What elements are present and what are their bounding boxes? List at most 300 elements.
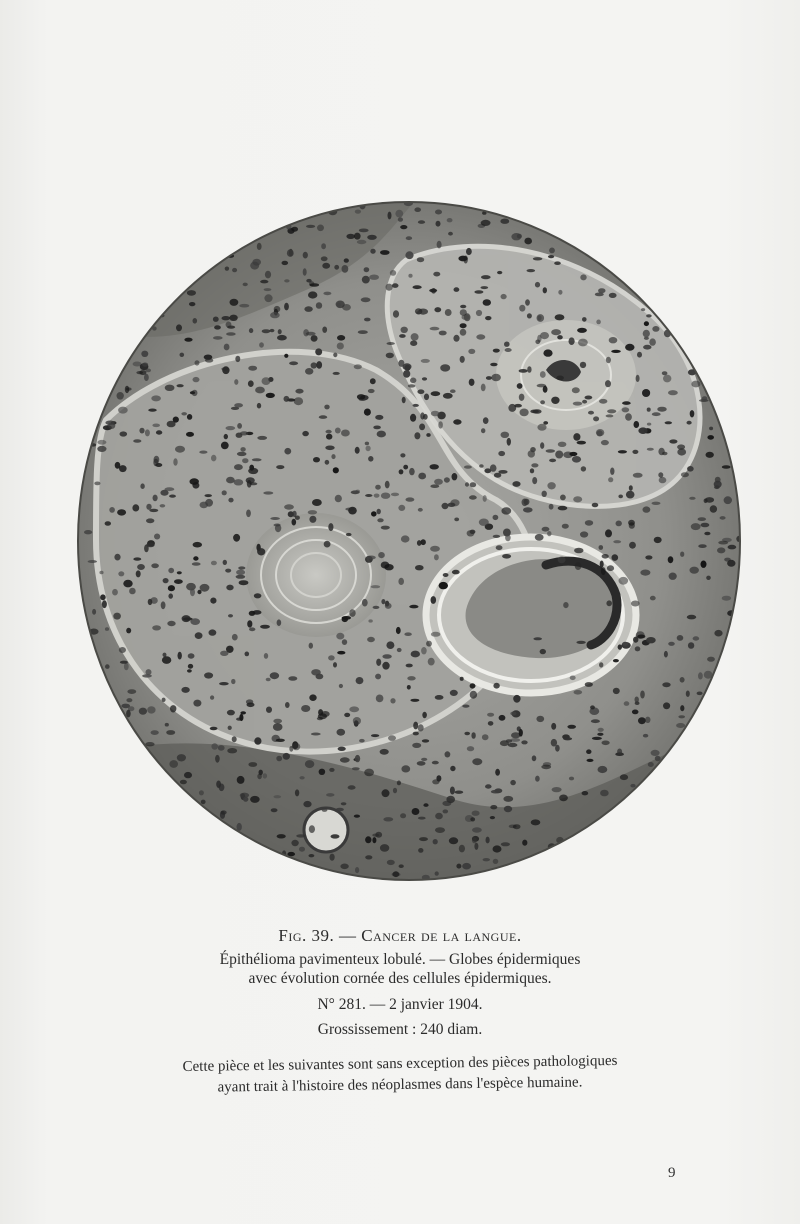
cell-nucleus	[578, 339, 588, 347]
cell-nucleus	[511, 233, 521, 240]
cell-nucleus	[210, 598, 216, 604]
cell-nucleus	[411, 651, 420, 658]
cell-nucleus	[377, 431, 386, 438]
cell-nucleus	[452, 570, 460, 575]
cell-nucleus	[436, 775, 441, 781]
cell-nucleus	[100, 594, 106, 600]
cell-nucleus	[693, 636, 700, 640]
cell-nucleus	[658, 448, 664, 456]
cell-nucleus	[535, 534, 544, 541]
cell-nucleus	[688, 642, 694, 649]
cell-nucleus	[601, 567, 606, 575]
cell-nucleus	[316, 302, 322, 309]
cell-nucleus	[638, 427, 647, 434]
note-line1: Cette pièce et les suivantes sont sans exception des pièces pathologiques	[182, 1052, 618, 1076]
cell-nucleus	[390, 270, 396, 276]
cell-nucleus	[237, 423, 242, 429]
cell-nucleus	[598, 728, 604, 732]
cell-nucleus	[504, 342, 510, 347]
cell-nucleus	[295, 516, 300, 520]
cell-nucleus	[490, 363, 497, 366]
cell-nucleus	[690, 410, 695, 417]
cell-nucleus	[563, 602, 568, 608]
cell-nucleus	[211, 743, 218, 749]
cell-nucleus	[317, 717, 323, 720]
cell-nucleus	[714, 481, 722, 488]
cell-nucleus	[573, 433, 580, 441]
cell-nucleus	[605, 529, 612, 537]
cell-nucleus	[637, 352, 642, 358]
cell-nucleus	[398, 505, 405, 511]
cell-nucleus	[562, 524, 569, 529]
cell-nucleus	[426, 641, 432, 647]
cell-nucleus	[322, 327, 327, 333]
cell-nucleus	[139, 708, 147, 715]
cell-nucleus	[354, 364, 362, 369]
cell-nucleus	[204, 355, 213, 360]
cell-nucleus	[190, 391, 195, 394]
cell-nucleus	[698, 672, 703, 679]
cell-nucleus	[291, 840, 298, 846]
cell-nucleus	[132, 504, 139, 511]
cell-nucleus	[430, 484, 439, 488]
cell-nucleus	[622, 642, 628, 646]
cell-nucleus	[359, 229, 369, 233]
cell-nucleus	[302, 431, 309, 436]
cell-nucleus	[285, 702, 290, 708]
globe-right	[426, 537, 636, 693]
cell-nucleus	[342, 639, 347, 645]
cell-nucleus	[569, 452, 577, 456]
cell-nucleus	[226, 426, 236, 430]
cell-nucleus	[182, 615, 191, 622]
cell-nucleus	[365, 855, 372, 859]
cell-nucleus	[240, 711, 246, 714]
cell-nucleus	[344, 713, 350, 717]
cell-nucleus	[190, 588, 195, 596]
cell-nucleus	[645, 555, 652, 559]
cell-nucleus	[311, 362, 317, 368]
cell-nucleus	[337, 651, 345, 655]
cell-nucleus	[706, 452, 714, 458]
cell-nucleus	[380, 250, 390, 255]
cell-nucleus	[552, 787, 562, 792]
cell-nucleus	[237, 776, 245, 784]
cell-nucleus	[543, 349, 552, 356]
cell-nucleus	[533, 409, 542, 414]
cell-nucleus	[115, 462, 121, 469]
cell-nucleus	[433, 272, 440, 277]
cell-nucleus	[222, 316, 231, 320]
cell-nucleus	[412, 808, 420, 815]
cell-nucleus	[658, 472, 663, 477]
cell-nucleus	[601, 440, 609, 445]
cell-nucleus	[605, 380, 611, 387]
cell-nucleus	[381, 493, 390, 499]
cell-nucleus	[413, 722, 418, 730]
cell-nucleus	[560, 495, 566, 501]
cell-nucleus	[558, 442, 567, 447]
cell-nucleus	[501, 842, 510, 846]
cell-nucleus	[609, 293, 617, 298]
cell-nucleus	[358, 330, 368, 334]
cell-nucleus	[549, 459, 556, 463]
cell-nucleus	[454, 518, 459, 522]
cell-nucleus	[385, 603, 392, 609]
cell-nucleus	[133, 439, 141, 443]
cell-nucleus	[525, 299, 530, 305]
cell-nucleus	[211, 455, 216, 462]
cell-nucleus	[170, 705, 176, 712]
cell-nucleus	[485, 784, 492, 788]
cell-nucleus	[118, 571, 124, 576]
cell-nucleus	[493, 845, 502, 852]
cell-nucleus	[156, 430, 162, 434]
cell-nucleus	[364, 318, 371, 322]
cell-nucleus	[602, 554, 609, 559]
cell-nucleus	[273, 723, 283, 731]
cell-nucleus	[391, 493, 399, 497]
cell-nucleus	[284, 396, 290, 402]
cell-nucleus	[193, 377, 200, 382]
cell-nucleus	[632, 710, 639, 715]
cell-nucleus	[493, 535, 500, 538]
cell-nucleus	[598, 766, 608, 773]
cell-nucleus	[248, 366, 257, 371]
cell-nucleus	[576, 641, 585, 644]
cell-nucleus	[654, 537, 662, 543]
cell-nucleus	[289, 249, 293, 257]
cell-nucleus	[411, 333, 419, 341]
cell-nucleus	[434, 554, 439, 560]
cell-nucleus	[195, 360, 200, 365]
cell-nucleus	[99, 571, 103, 575]
cell-nucleus	[199, 451, 207, 454]
cell-nucleus	[470, 817, 475, 821]
cell-nucleus	[296, 834, 305, 837]
cell-nucleus	[150, 597, 157, 604]
cell-nucleus	[633, 473, 643, 478]
cell-nucleus	[597, 733, 603, 736]
cell-nucleus	[470, 691, 477, 699]
cell-nucleus	[356, 677, 364, 684]
cell-nucleus	[266, 678, 271, 681]
cell-nucleus	[599, 545, 604, 550]
cell-nucleus	[356, 490, 360, 493]
cell-nucleus	[469, 495, 477, 499]
cell-nucleus	[142, 363, 148, 367]
cell-nucleus	[522, 499, 528, 507]
cell-nucleus	[490, 805, 497, 809]
cell-nucleus	[105, 664, 110, 669]
cell-nucleus	[454, 287, 460, 292]
cell-nucleus	[495, 788, 503, 793]
cell-nucleus	[224, 344, 230, 351]
cell-nucleus	[596, 320, 601, 325]
cell-nucleus	[458, 256, 467, 262]
cell-nucleus	[277, 335, 287, 341]
cell-nucleus	[611, 350, 621, 353]
cell-nucleus	[635, 701, 640, 705]
cell-nucleus	[139, 428, 144, 434]
cell-nucleus	[440, 364, 450, 371]
cell-nucleus	[618, 644, 622, 649]
cell-nucleus	[514, 404, 522, 408]
cell-nucleus	[402, 397, 406, 403]
cell-nucleus	[613, 659, 619, 662]
cell-nucleus	[669, 439, 677, 443]
cell-nucleus	[374, 494, 380, 498]
cell-nucleus	[531, 819, 541, 825]
cell-nucleus	[574, 548, 583, 554]
cell-nucleus	[169, 760, 178, 768]
cell-nucleus	[339, 684, 343, 688]
cell-nucleus	[567, 725, 576, 729]
cell-nucleus	[227, 748, 237, 753]
cell-nucleus	[371, 734, 379, 737]
cell-nucleus	[276, 756, 282, 762]
cell-nucleus	[493, 349, 500, 353]
cell-nucleus	[521, 740, 527, 744]
cell-nucleus	[303, 252, 308, 259]
cell-nucleus	[555, 314, 565, 320]
cell-nucleus	[498, 451, 505, 456]
cell-nucleus	[333, 372, 340, 375]
cell-nucleus	[234, 479, 244, 485]
cell-nucleus	[706, 576, 711, 580]
cell-nucleus	[125, 386, 129, 393]
cell-nucleus	[380, 749, 389, 755]
cell-nucleus	[409, 468, 415, 475]
cell-nucleus	[250, 796, 260, 803]
cell-nucleus	[177, 754, 186, 761]
cell-nucleus	[234, 403, 243, 407]
cell-nucleus	[541, 765, 551, 770]
cell-nucleus	[229, 315, 237, 321]
cell-nucleus	[556, 376, 564, 381]
cell-nucleus	[424, 394, 429, 401]
cell-nucleus	[284, 279, 289, 282]
cell-nucleus	[408, 274, 412, 278]
cell-nucleus	[573, 496, 582, 502]
cell-nucleus	[105, 627, 109, 631]
cell-nucleus	[493, 683, 499, 689]
cell-nucleus	[612, 554, 619, 561]
cell-nucleus	[490, 816, 495, 819]
cell-nucleus	[431, 391, 441, 396]
cell-nucleus	[435, 871, 439, 875]
cell-nucleus	[585, 396, 593, 400]
cell-nucleus	[136, 570, 141, 577]
cell-nucleus	[386, 641, 394, 649]
cell-nucleus	[434, 307, 441, 312]
cell-nucleus	[431, 596, 437, 604]
cell-nucleus	[288, 676, 297, 681]
cell-nucleus	[308, 510, 317, 514]
cell-nucleus	[381, 599, 385, 604]
cell-nucleus	[649, 338, 656, 345]
cell-nucleus	[221, 367, 228, 370]
cell-nucleus	[442, 801, 451, 806]
figure-magnification: Grossissement : 240 diam.	[317, 1021, 483, 1038]
cell-nucleus	[260, 280, 268, 284]
cell-nucleus	[551, 329, 561, 335]
cell-nucleus	[406, 497, 415, 501]
cell-nucleus	[245, 652, 250, 657]
cell-nucleus	[167, 621, 175, 626]
cell-nucleus	[646, 314, 652, 317]
cell-nucleus	[647, 408, 651, 412]
cell-nucleus	[146, 504, 151, 510]
cell-nucleus	[632, 450, 638, 454]
cell-nucleus	[305, 760, 314, 768]
cell-nucleus	[333, 662, 337, 667]
cell-nucleus	[370, 378, 376, 384]
cell-nucleus	[304, 306, 312, 312]
cell-nucleus	[593, 416, 599, 421]
cell-nucleus	[336, 633, 344, 640]
cell-nucleus	[396, 627, 401, 634]
cell-nucleus	[600, 561, 604, 568]
cell-nucleus	[189, 302, 195, 306]
cell-nucleus	[243, 283, 248, 287]
cell-nucleus	[520, 409, 529, 417]
cell-nucleus	[704, 499, 708, 504]
cell-nucleus	[626, 491, 635, 499]
cell-nucleus	[247, 620, 252, 627]
cell-nucleus	[442, 503, 449, 509]
cell-nucleus	[549, 504, 554, 510]
cell-nucleus	[369, 275, 379, 280]
cell-nucleus	[508, 743, 518, 747]
cell-nucleus	[592, 737, 602, 740]
cell-nucleus	[701, 523, 710, 528]
cell-nucleus	[249, 328, 253, 333]
cell-nucleus	[266, 393, 275, 398]
cell-nucleus	[540, 442, 544, 449]
cell-nucleus	[117, 509, 126, 515]
cell-nucleus	[640, 570, 650, 576]
cell-nucleus	[399, 864, 404, 868]
cell-nucleus	[647, 448, 654, 451]
cell-nucleus	[580, 531, 588, 537]
cell-nucleus	[431, 288, 436, 294]
cell-nucleus	[274, 306, 281, 312]
cell-nucleus	[609, 337, 618, 343]
cell-nucleus	[540, 400, 545, 404]
cell-nucleus	[284, 504, 294, 509]
cell-nucleus	[646, 637, 656, 643]
cell-nucleus	[547, 531, 551, 536]
cell-nucleus	[710, 505, 717, 512]
cell-nucleus	[504, 806, 512, 812]
cell-nucleus	[224, 434, 228, 439]
cell-nucleus	[540, 649, 546, 654]
cell-nucleus	[228, 614, 233, 617]
cell-nucleus	[239, 580, 249, 585]
cell-nucleus	[530, 468, 534, 473]
cell-nucleus	[233, 534, 240, 542]
cell-nucleus	[507, 438, 511, 446]
cell-nucleus	[401, 765, 410, 772]
cell-nucleus	[364, 267, 370, 272]
cell-nucleus	[218, 745, 225, 751]
cell-nucleus	[181, 687, 189, 693]
cell-nucleus	[142, 674, 152, 677]
cell-nucleus	[375, 415, 383, 420]
cell-nucleus	[228, 726, 232, 730]
cell-nucleus	[483, 495, 487, 502]
cell-nucleus	[326, 434, 332, 440]
cell-nucleus	[337, 343, 344, 350]
cell-nucleus	[239, 304, 249, 308]
cell-nucleus	[340, 757, 350, 762]
cell-nucleus	[527, 313, 532, 318]
cell-nucleus	[322, 808, 328, 812]
cell-nucleus	[239, 714, 243, 721]
cell-nucleus	[309, 825, 315, 833]
cell-nucleus	[677, 635, 684, 641]
cell-nucleus	[535, 776, 540, 782]
cell-nucleus	[466, 248, 472, 255]
cell-nucleus	[211, 561, 217, 566]
cell-nucleus	[355, 210, 361, 214]
cell-nucleus	[292, 519, 297, 526]
cell-nucleus	[317, 225, 324, 232]
cell-nucleus	[341, 802, 347, 805]
cell-nucleus	[577, 328, 587, 333]
cell-nucleus	[665, 421, 672, 424]
cell-nucleus	[624, 701, 630, 706]
cell-nucleus	[324, 405, 329, 410]
cell-nucleus	[393, 871, 399, 877]
cell-nucleus	[177, 571, 182, 574]
cell-nucleus	[193, 318, 198, 324]
cell-nucleus	[476, 310, 482, 316]
cell-nucleus	[547, 482, 555, 489]
cell-nucleus	[419, 424, 425, 431]
cell-nucleus	[629, 485, 633, 491]
cell-nucleus	[643, 506, 651, 512]
cell-nucleus	[359, 739, 365, 743]
cell-nucleus	[423, 803, 428, 807]
cell-nucleus	[447, 218, 453, 222]
cell-nucleus	[226, 477, 235, 484]
cell-nucleus	[236, 570, 245, 576]
cell-nucleus	[727, 560, 735, 567]
cell-nucleus	[407, 676, 415, 680]
cell-nucleus	[622, 407, 630, 412]
cell-nucleus	[309, 516, 316, 523]
cell-nucleus	[462, 705, 469, 708]
cell-nucleus	[641, 308, 645, 311]
cell-nucleus	[393, 788, 397, 794]
cell-nucleus	[365, 494, 372, 497]
cell-nucleus	[491, 374, 501, 381]
cell-nucleus	[645, 717, 650, 723]
cell-nucleus	[406, 664, 413, 668]
cell-nucleus	[277, 834, 286, 838]
cell-nucleus	[187, 414, 192, 420]
cell-nucleus	[681, 472, 689, 477]
cell-nucleus	[216, 781, 221, 788]
cell-nucleus	[501, 507, 511, 514]
cell-nucleus	[582, 791, 589, 795]
cell-nucleus	[235, 356, 240, 362]
cell-nucleus	[338, 747, 346, 751]
cell-nucleus	[428, 658, 435, 666]
cell-nucleus	[178, 652, 182, 660]
